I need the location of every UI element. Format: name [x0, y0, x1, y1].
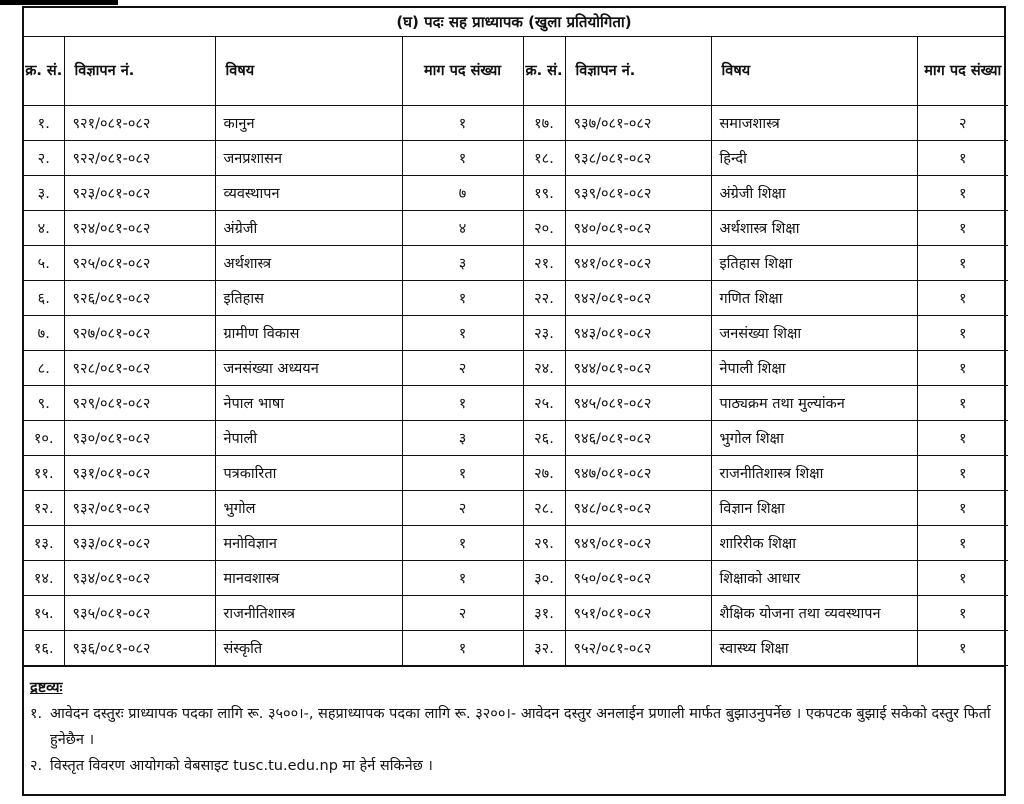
table-row [24, 211, 1008, 246]
cell-count: १ [917, 596, 1008, 631]
cell-subject: पाठ्यक्रम तथा मुल्यांकन [711, 386, 917, 421]
cell-count: १ [917, 631, 1008, 666]
cell-count: १ [917, 176, 1008, 211]
cell-sn: २५. [523, 386, 565, 421]
table-row [24, 491, 1008, 526]
cell-ad-no: ९४०/०८१-०८२ [565, 211, 711, 246]
cell-count: १ [402, 526, 523, 561]
cell-subject: नेपाल भाषा [215, 386, 402, 421]
cell-ad-no: ९३०/०८१-०८२ [64, 421, 215, 456]
cell-count: १ [917, 351, 1008, 386]
cell-count: १ [917, 386, 1008, 421]
cell-ad-no: ९२३/०८१-०८२ [64, 176, 215, 211]
cell-ad-no: ९४४/०८१-०८२ [565, 351, 711, 386]
cell-subject: अंग्रेजी शिक्षा [711, 176, 917, 211]
cell-ad-no: ९४५/०८१-०८२ [565, 386, 711, 421]
cell-subject: मनोविज्ञान [215, 526, 402, 561]
cell-subject: स्वास्थ्य शिक्षा [711, 631, 917, 666]
note-text: आवेदन दस्तुरः प्राध्यापक पदका लागि रू. ३५००।-, सहप्राध्यापक पदका लागि रू. ३२००।- आवेदन दस्तुर अनलाईन प्रणाली मार्फत बुझाउनुपर्नेछ । एकपटक बुझाई सकेको दस्तुर फिर्ता हुनेछैन । [50, 706, 991, 748]
cell-subject: संस्कृति [215, 631, 402, 666]
cell-sn: १५. [24, 596, 64, 631]
cell-ad-no: ९२४/०८१-०८२ [64, 211, 215, 246]
cell-count: ४ [402, 211, 523, 246]
cell-subject: नेपाली शिक्षा [711, 351, 917, 386]
header-subject-left: विषय [215, 37, 402, 106]
cell-sn: ११. [24, 456, 64, 491]
table-header-row [24, 37, 1008, 106]
cell-ad-no: ९४७/०८१-०८२ [565, 456, 711, 491]
cell-sn: २३. [523, 316, 565, 351]
cell-ad-no: ९५०/०८१-०८२ [565, 561, 711, 596]
table-row [24, 351, 1008, 386]
positions-table [24, 37, 1008, 666]
cell-count: २ [402, 596, 523, 631]
cell-count: २ [402, 351, 523, 386]
cell-ad-no: ९३७/०८१-०८२ [565, 106, 711, 141]
cell-subject: हिन्दी [711, 141, 917, 176]
cell-count: १ [917, 246, 1008, 281]
cell-count: १ [402, 106, 523, 141]
cell-subject: राजनीतिशास्त्र [215, 596, 402, 631]
cell-count: १ [917, 561, 1008, 596]
cell-count: १ [917, 141, 1008, 176]
header-sn-left: क्र. सं. [24, 37, 64, 106]
table-row [24, 141, 1008, 176]
top-edge-mark [0, 0, 118, 5]
cell-sn: ९. [24, 386, 64, 421]
cell-count: १ [402, 281, 523, 316]
cell-sn: १३. [24, 526, 64, 561]
table-row [24, 456, 1008, 491]
cell-sn: १९. [523, 176, 565, 211]
cell-ad-no: ९३५/०८१-०८२ [64, 596, 215, 631]
cell-sn: २२. [523, 281, 565, 316]
notes-heading: द्रष्टव्यः [30, 680, 63, 696]
cell-count: २ [402, 491, 523, 526]
cell-ad-no: ९४९/०८१-०८२ [565, 526, 711, 561]
cell-ad-no: ९४८/०८१-०८२ [565, 491, 711, 526]
cell-sn: १७. [523, 106, 565, 141]
cell-sn: २७. [523, 456, 565, 491]
cell-ad-no: ९२२/०८१-०८२ [64, 141, 215, 176]
cell-subject: अर्थशास्त्र शिक्षा [711, 211, 917, 246]
cell-ad-no: ९४२/०८१-०८२ [565, 281, 711, 316]
cell-ad-no: ९५१/०८१-०८२ [565, 596, 711, 631]
cell-sn: ७. [24, 316, 64, 351]
note-text: विस्तृत विवरण आयोगको वेबसाइट tusc.tu.edu.np मा हेर्न सकिनेछ । [50, 758, 433, 774]
cell-count: २ [917, 106, 1008, 141]
cell-ad-no: ९४६/०८१-०८२ [565, 421, 711, 456]
header-count-left: माग पद संख्या [402, 37, 523, 106]
table-row [24, 106, 1008, 141]
cell-ad-no: ९४१/०८१-०८२ [565, 246, 711, 281]
cell-subject: शिक्षाको आधार [711, 561, 917, 596]
cell-subject: जनसंख्या शिक्षा [711, 316, 917, 351]
cell-ad-no: ९३६/०८१-०८२ [64, 631, 215, 666]
table-row [24, 246, 1008, 281]
header-ad-no-right: विज्ञापन नं. [565, 37, 711, 106]
notes-section [24, 666, 1004, 779]
cell-sn: १२. [24, 491, 64, 526]
cell-subject: भुगोल [215, 491, 402, 526]
table-row [24, 561, 1008, 596]
table-row [24, 316, 1008, 351]
cell-sn: १. [24, 106, 64, 141]
cell-ad-no: ९२५/०८१-०८२ [64, 246, 215, 281]
cell-ad-no: ९२६/०८१-०८२ [64, 281, 215, 316]
cell-subject: जनप्रशासन [215, 141, 402, 176]
cell-ad-no: ९३२/०८१-०८२ [64, 491, 215, 526]
cell-count: १ [402, 456, 523, 491]
header-count-right: माग पद संख्या [917, 37, 1008, 106]
cell-ad-no: ९५२/०८१-०८२ [565, 631, 711, 666]
cell-sn: २. [24, 141, 64, 176]
cell-count: १ [402, 561, 523, 596]
cell-sn: २८. [523, 491, 565, 526]
cell-subject: व्यवस्थापन [215, 176, 402, 211]
cell-subject: ग्रामीण विकास [215, 316, 402, 351]
cell-count: १ [917, 456, 1008, 491]
cell-subject: अर्थशास्त्र [215, 246, 402, 281]
cell-count: १ [917, 281, 1008, 316]
table-row [24, 176, 1008, 211]
cell-count: १ [917, 491, 1008, 526]
cell-subject: कानुन [215, 106, 402, 141]
table-row [24, 631, 1008, 666]
cell-ad-no: ९२७/०८१-०८२ [64, 316, 215, 351]
notice-frame [22, 6, 1006, 796]
cell-sn: ३१. [523, 596, 565, 631]
cell-ad-no: ९२९/०८१-०८२ [64, 386, 215, 421]
table-row [24, 596, 1008, 631]
cell-subject: अंग्रेजी [215, 211, 402, 246]
cell-subject: भुगोल शिक्षा [711, 421, 917, 456]
note-item [30, 701, 996, 753]
cell-ad-no: ९३८/०८१-०८२ [565, 141, 711, 176]
cell-subject: इतिहास शिक्षा [711, 246, 917, 281]
cell-count: १ [917, 421, 1008, 456]
cell-sn: १४. [24, 561, 64, 596]
cell-subject: समाजशास्त्र [711, 106, 917, 141]
header-subject-right: विषय [711, 37, 917, 106]
cell-ad-no: ९३१/०८१-०८२ [64, 456, 215, 491]
cell-count: १ [402, 316, 523, 351]
cell-subject: मानवशास्त्र [215, 561, 402, 596]
cell-ad-no: ९३९/०८१-०८२ [565, 176, 711, 211]
header-ad-no-left: विज्ञापन नं. [64, 37, 215, 106]
cell-sn: ३०. [523, 561, 565, 596]
cell-count: ३ [402, 421, 523, 456]
cell-count: १ [917, 316, 1008, 351]
cell-sn: ८. [24, 351, 64, 386]
cell-ad-no: ९२१/०८१-०८२ [64, 106, 215, 141]
cell-subject: गणित शिक्षा [711, 281, 917, 316]
note-number: १. [30, 706, 43, 722]
cell-subject: शैक्षिक योजना तथा व्यवस्थापन [711, 596, 917, 631]
cell-count: १ [402, 631, 523, 666]
cell-count: ३ [402, 246, 523, 281]
cell-sn: २६. [523, 421, 565, 456]
cell-subject: जनसंख्या अध्ययन [215, 351, 402, 386]
table-row [24, 421, 1008, 456]
cell-sn: ३२. [523, 631, 565, 666]
cell-count: १ [402, 386, 523, 421]
cell-ad-no: ९२८/०८१-०८२ [64, 351, 215, 386]
cell-ad-no: ९३४/०८१-०८२ [64, 561, 215, 596]
cell-count: १ [917, 211, 1008, 246]
cell-sn: १८. [523, 141, 565, 176]
header-sn-right: क्र. सं. [523, 37, 565, 106]
cell-sn: ३. [24, 176, 64, 211]
cell-sn: १०. [24, 421, 64, 456]
cell-sn: २४. [523, 351, 565, 386]
cell-subject: शारिरीक शिक्षा [711, 526, 917, 561]
cell-count: १ [402, 141, 523, 176]
table-row [24, 386, 1008, 421]
table-row [24, 526, 1008, 561]
cell-sn: १६. [24, 631, 64, 666]
cell-sn: २०. [523, 211, 565, 246]
cell-ad-no: ९३३/०८१-०८२ [64, 526, 215, 561]
cell-sn: २१. [523, 246, 565, 281]
cell-sn: ४. [24, 211, 64, 246]
notice-title: (घ) पदः सह प्राध्यापक (खुला प्रतियोगिता) [24, 8, 1004, 37]
cell-subject: इतिहास [215, 281, 402, 316]
cell-ad-no: ९४३/०८१-०८२ [565, 316, 711, 351]
cell-subject: विज्ञान शिक्षा [711, 491, 917, 526]
cell-count: १ [917, 526, 1008, 561]
cell-subject: नेपाली [215, 421, 402, 456]
cell-sn: ६. [24, 281, 64, 316]
cell-subject: राजनीतिशास्त्र शिक्षा [711, 456, 917, 491]
cell-count: ७ [402, 176, 523, 211]
cell-sn: २९. [523, 526, 565, 561]
note-number: २. [30, 758, 43, 774]
table-row [24, 281, 1008, 316]
cell-sn: ५. [24, 246, 64, 281]
cell-subject: पत्रकारिता [215, 456, 402, 491]
note-item [30, 753, 996, 779]
